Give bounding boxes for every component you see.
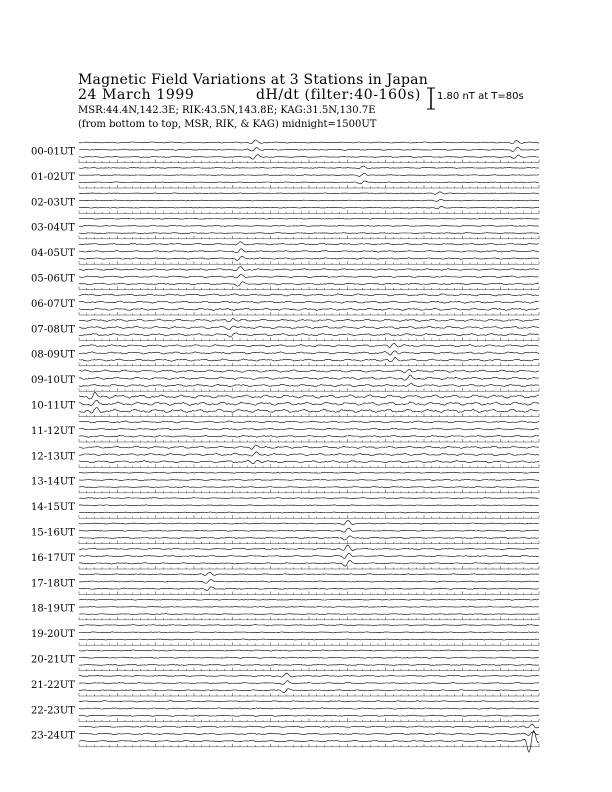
trace-kag [79, 140, 539, 144]
minute-ticks [79, 439, 539, 442]
trace-kag [79, 572, 539, 575]
trace-kag [79, 445, 539, 449]
trace-rik [79, 657, 539, 658]
trace-msr [79, 560, 539, 566]
minute-ticks [79, 718, 539, 721]
trace-rik [79, 606, 539, 607]
hour-label: 04-05UT [31, 248, 75, 260]
trace-kag [79, 267, 539, 271]
hour-label: 11-12UT [31, 425, 75, 437]
trace-kag [79, 701, 539, 702]
trace-kag [79, 242, 539, 245]
trace-msr [79, 689, 539, 693]
trace-rik [79, 681, 539, 685]
trace-msr [79, 233, 539, 234]
hour-row [31, 242, 539, 264]
trace-kag [79, 625, 539, 626]
minute-ticks [79, 591, 539, 594]
trace-rik [79, 553, 539, 558]
trace-kag [79, 599, 539, 600]
hour-label: 18-19UT [31, 603, 75, 615]
trace-rik [79, 147, 539, 151]
minute-ticks [79, 388, 539, 391]
hour-label: 19-20UT [31, 629, 75, 641]
trace-msr [79, 206, 539, 209]
trace-kag [79, 521, 539, 525]
trace-kag [79, 166, 539, 169]
hour-row [31, 319, 539, 341]
trace-msr [79, 155, 539, 160]
hour-label: 05-06UT [31, 273, 75, 285]
trace-rik [79, 351, 539, 355]
date-label: 24 March 1999 [78, 87, 195, 103]
trace-rik [79, 173, 539, 176]
hour-label: 13-14UT [31, 476, 75, 488]
trace-rik [79, 249, 539, 253]
trace-rik [79, 708, 539, 709]
trace-kag [79, 724, 539, 728]
minute-ticks [79, 287, 539, 290]
trace-rik [79, 528, 539, 532]
trace-kag [79, 393, 539, 399]
minute-ticks [79, 515, 539, 518]
trace-msr [79, 512, 539, 513]
hour-row [31, 521, 539, 544]
hour-label: 15-16UT [31, 527, 75, 539]
trace-msr [79, 536, 539, 540]
hour-row [31, 724, 539, 752]
minute-ticks [79, 693, 539, 696]
hour-row [31, 625, 539, 646]
hour-row [31, 218, 539, 239]
chart-title: Magnetic Field Variations at 3 Stations in Japan [78, 72, 428, 88]
trace-rik [79, 375, 539, 380]
hour-label: 02-03UT [31, 197, 75, 209]
trace-msr [79, 664, 539, 665]
trace-msr [79, 256, 539, 260]
trace-msr [79, 486, 539, 487]
trace-msr [79, 308, 539, 310]
hour-row [31, 572, 539, 594]
trace-rik [79, 580, 539, 584]
trace-rik [79, 225, 539, 226]
trace-msr [79, 282, 539, 287]
hour-label: 20-21UT [31, 654, 75, 666]
minute-ticks [79, 566, 539, 569]
hour-label: 08-09UT [31, 349, 75, 361]
trace-kag [79, 650, 539, 651]
trace-msr [79, 383, 539, 386]
minute-ticks [79, 337, 539, 340]
minute-ticks [79, 414, 539, 417]
trace-rik [79, 326, 539, 330]
hour-label: 10-11UT [31, 400, 75, 412]
trace-rik [79, 452, 539, 456]
trace-msr [79, 357, 539, 361]
hour-row [31, 294, 539, 315]
quantity-filter-label: dH/dt (filter:40-160s) [256, 87, 421, 103]
hour-label: 23-24UT [31, 730, 75, 742]
trace-rik [79, 199, 539, 201]
trace-msr [79, 639, 539, 640]
trace-msr [79, 614, 539, 615]
trace-kag [79, 369, 539, 372]
trace-kag [79, 218, 539, 219]
trace-rik [79, 632, 539, 633]
trace-msr [79, 408, 539, 414]
station-order-note: (from bottom to top, MSR, RIK, & KAG) midnight=1500UT [78, 119, 377, 130]
hour-row [31, 393, 539, 417]
scale-label: 1.80 nT at T=80s [437, 91, 524, 102]
minute-ticks [79, 160, 539, 163]
hour-row [31, 421, 539, 442]
hour-label: 17-18UT [31, 578, 75, 590]
hour-row [31, 166, 539, 188]
trace-msr [79, 715, 539, 716]
hour-row [31, 472, 539, 493]
minute-ticks [79, 363, 539, 366]
hour-label: 22-23UT [31, 705, 75, 717]
hour-row [31, 344, 539, 366]
hour-row [31, 192, 539, 214]
trace-rik [79, 479, 539, 480]
trace-kag [79, 319, 539, 322]
minute-ticks [79, 744, 539, 747]
minute-ticks [79, 312, 539, 315]
minute-ticks [79, 617, 539, 620]
minute-ticks [79, 668, 539, 671]
hour-label: 14-15UT [31, 502, 75, 514]
trace-msr [79, 181, 539, 184]
trace-rik [79, 732, 539, 736]
trace-kag [79, 545, 539, 551]
hour-label: 00-01UT [31, 146, 75, 158]
hour-row [31, 267, 539, 290]
trace-kag [79, 192, 539, 195]
minute-ticks [79, 185, 539, 188]
hour-row [31, 599, 539, 620]
hour-row [31, 369, 539, 391]
hour-row [31, 650, 539, 671]
station-coordinates: MSR:44.4N,142.3E; RIK:43.5N,143.8E; KAG:31.5N,130.7E [78, 105, 376, 116]
minute-ticks [79, 236, 539, 239]
minute-ticks [79, 210, 539, 213]
hour-label: 03-04UT [31, 222, 75, 234]
trace-kag [79, 294, 539, 296]
hour-row [31, 545, 539, 569]
trace-rik [79, 428, 539, 430]
trace-rik [79, 275, 539, 278]
hour-label: 06-07UT [31, 298, 75, 310]
trace-rik [79, 505, 539, 506]
trace-msr [79, 587, 539, 591]
hour-label: 12-13UT [31, 451, 75, 463]
trace-rik [79, 301, 539, 303]
hour-label: 01-02UT [31, 171, 75, 183]
trace-kag [79, 344, 539, 348]
hour-row [31, 140, 539, 163]
trace-kag [79, 472, 539, 473]
hour-label: 16-17UT [31, 552, 75, 564]
hour-row [31, 445, 539, 467]
hour-label: 07-08UT [31, 324, 75, 336]
minute-ticks [79, 490, 539, 493]
hour-label: 21-22UT [31, 679, 75, 691]
hour-row [31, 498, 539, 519]
minute-ticks [79, 642, 539, 645]
trace-rik [79, 400, 539, 406]
trace-msr [79, 460, 539, 464]
hour-label: 09-10UT [31, 375, 75, 387]
hour-row [31, 701, 539, 722]
trace-msr [79, 435, 539, 437]
minute-ticks [79, 464, 539, 467]
trace-kag [79, 498, 539, 499]
trace-msr [79, 333, 539, 337]
minute-ticks [79, 261, 539, 264]
trace-kag [79, 673, 539, 677]
trace-kag [79, 421, 539, 423]
hour-row [31, 673, 539, 696]
minute-ticks [79, 541, 539, 544]
